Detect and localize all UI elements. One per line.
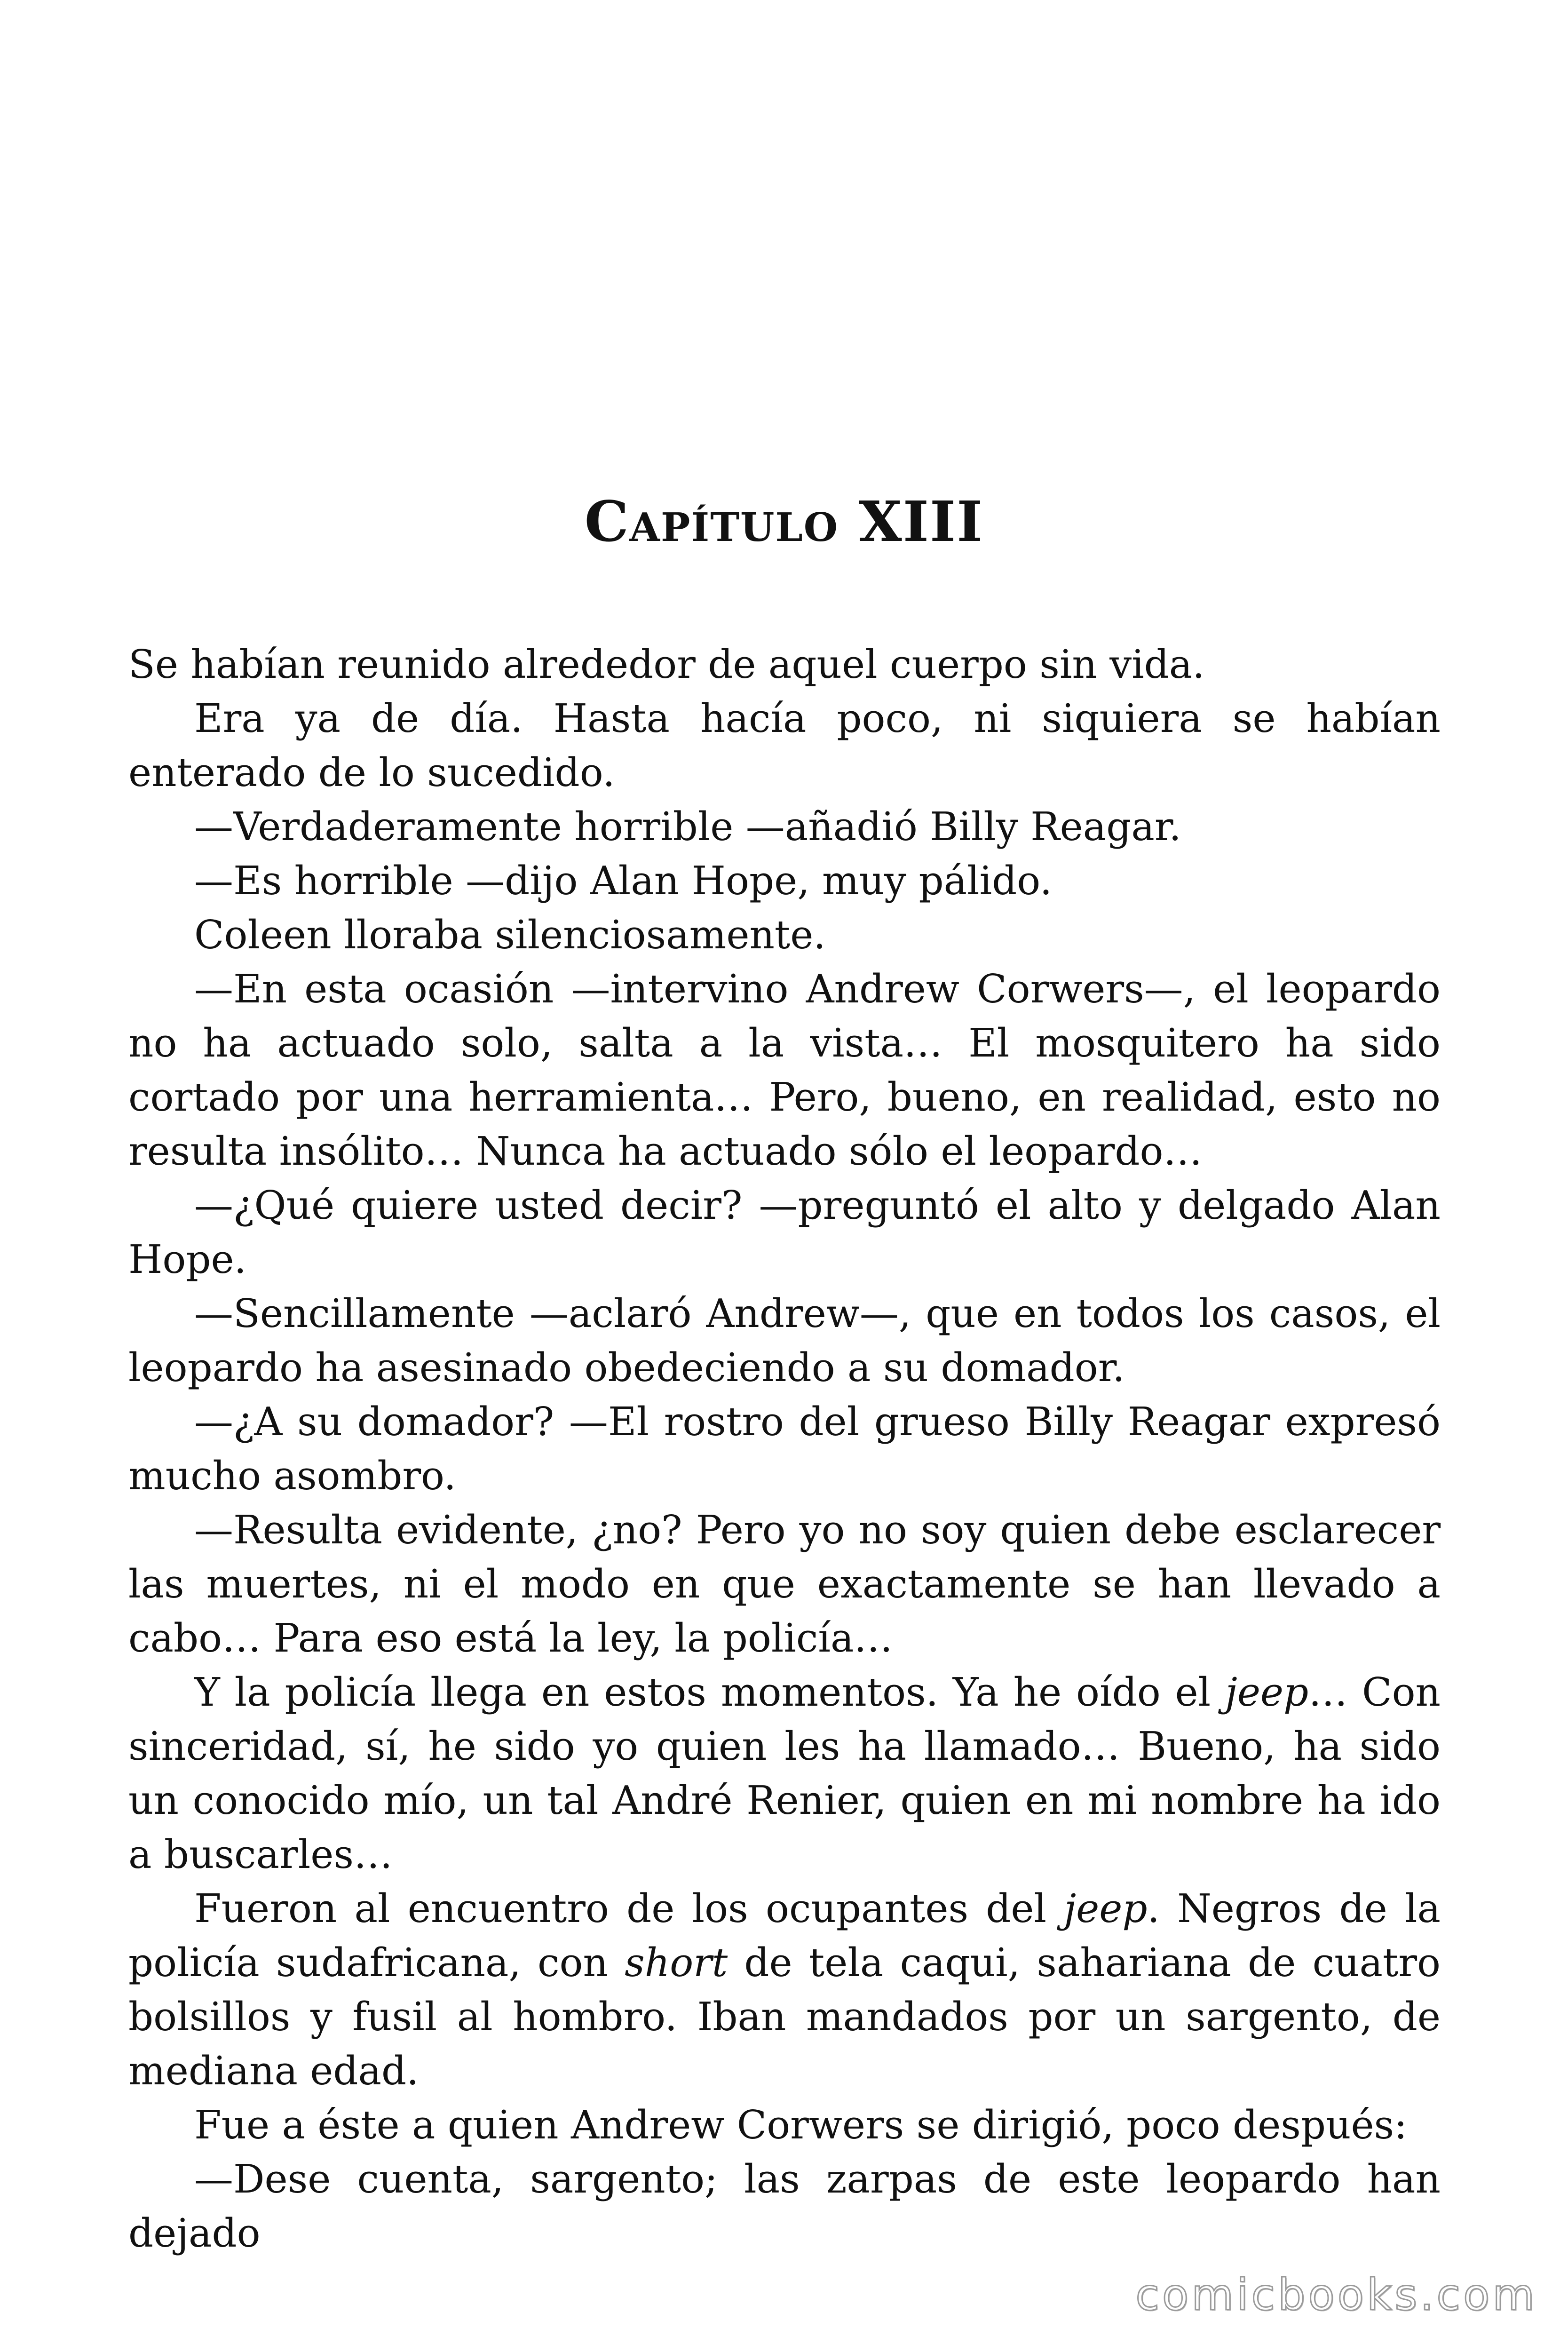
italic-term: short — [625, 1940, 728, 1986]
paragraph: Coleen lloraba silenciosamente. — [194, 912, 826, 958]
italic-term: jeep — [1064, 1886, 1148, 1931]
italic-term: jeep — [1225, 1669, 1309, 1715]
paragraph: Se habían reunido alrededor de aquel cuerpo sin vida. — [128, 642, 1205, 687]
chapter-title-text: Capítulo XIII — [584, 489, 984, 555]
paragraph: —Sencillamente —aclaró Andrew—, que en todos los casos, el leopardo ha asesinado obedeciendo a su domador. — [128, 1291, 1441, 1391]
paragraph: Fueron al encuentro de los ocupantes del jeep. Negros de la policía sudafricana, con short de tela caqui, sahariana de cuatro bolsillos y fusil al hombro. Iban mandados por un sargento, de mediana edad. — [128, 1886, 1441, 2094]
chapter-body — [128, 637, 1441, 2260]
paragraph: —¿Qué quiere usted decir? —preguntó el alto y delgado Alan Hope. — [128, 1183, 1441, 1282]
paragraph: Fue a éste a quien Andrew Corwers se dirigió, poco después: — [194, 2102, 1408, 2148]
watermark: comicbooks.com — [1135, 2270, 1537, 2320]
paragraph: —Verdaderamente horrible —añadió Billy Reagar. — [194, 804, 1181, 850]
paragraph: Era ya de día. Hasta hacía poco, ni siquiera se habían enterado de lo sucedido. — [128, 696, 1441, 795]
paragraph: —En esta ocasión —intervino Andrew Corwers—, el leopardo no ha actuado solo, salta a la vista… El mosquitero ha sido cortado por una herramienta… Pero, bueno, en realidad, esto no resulta insólito… Nunca ha actuado sólo el leopardo… — [128, 966, 1441, 1174]
paragraph: —Es horrible —dijo Alan Hope, muy pálido. — [194, 858, 1053, 904]
paragraph: —Resulta evidente, ¿no? Pero yo no soy quien debe esclarecer las muertes, ni el modo en que exactamente se han llevado a cabo… Para eso está la ley, la policía… — [128, 1507, 1441, 1661]
paragraph: —Dese cuenta, sargento; las zarpas de este leopardo han dejado — [128, 2156, 1441, 2256]
chapter-title — [0, 489, 1568, 554]
paragraph: —¿A su domador? —El rostro del grueso Billy Reagar expresó mucho asombro. — [128, 1399, 1441, 1499]
paragraph: Y la policía llega en estos momentos. Ya he oído el jeep… Con sinceridad, sí, he sido yo quien les ha llamado… Bueno, ha sido un conocido mío, un tal André Renier, quien en mi nombre ha ido a buscarles… — [128, 1669, 1441, 1877]
